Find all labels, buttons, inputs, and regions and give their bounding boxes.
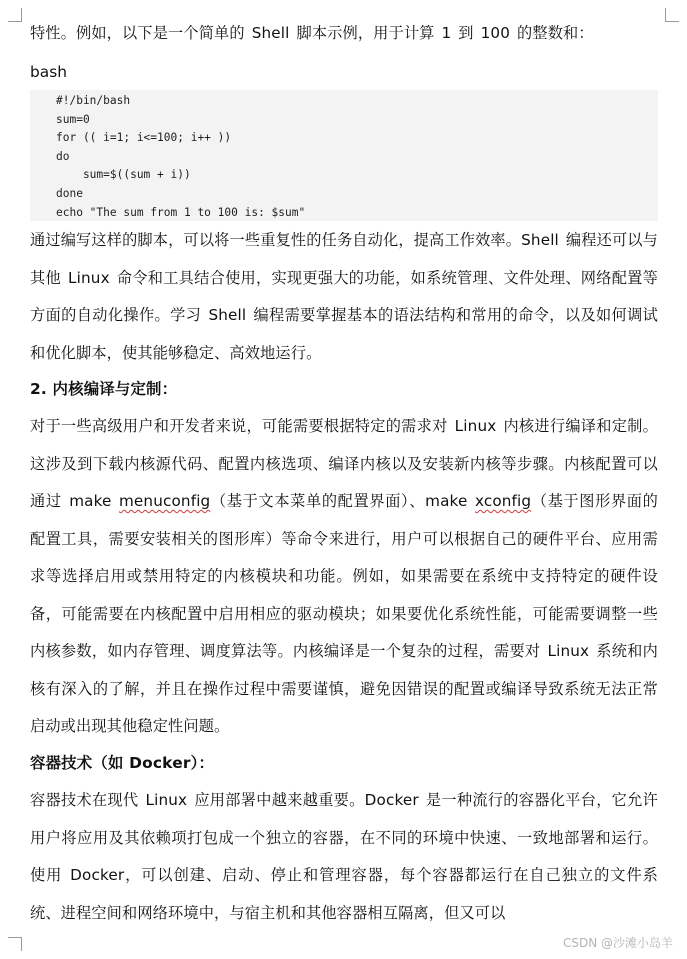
kernel-paragraph xyxy=(30,408,658,746)
code-line: sum=$((sum + i)) xyxy=(56,168,191,182)
code-content xyxy=(30,90,658,222)
intro-paragraph: 特性。例如，以下是一个简单的 Shell 脚本示例，用于计算 1 到 100 的整数和： xyxy=(30,24,594,42)
code-block xyxy=(30,90,658,221)
code-line: sum=0 xyxy=(56,112,90,126)
code-language-label: bash xyxy=(30,63,67,81)
container-section-heading: 容器技术（如 Docker）： xyxy=(30,754,215,772)
crop-mark-top-right xyxy=(665,8,679,22)
kernel-text-part: （基于图形界面的配置工具，需要安装相关的图形库）等命令来进行，用户可以根据自己的硬件平台、应用需求等选择启用或禁用特定的内核模块和功能。例如，如果需要在系统中支持特定的硬件设备，可能需要在内核配置中启用相应的驱动模块；如果要优化系统性能，可能需要调整一些内核参数，如内存管理、调度算法等。内核编译是一个复杂的过程，需要对 Linux 系统和内核有深入的了解，并且在操作过程中需要谨慎，避免因错误的配置或编译导致系统无法正常启动或出现其他稳定性问题。 xyxy=(30,492,658,735)
code-line: done xyxy=(56,186,83,200)
xconfig-command: xconfig xyxy=(474,492,532,510)
csdn-watermark: CSDN @沙滩小岛羊 xyxy=(562,936,673,950)
shell-benefits-paragraph: 通过编写这样的脚本，可以将一些重复性的任务自动化，提高工作效率。Shell 编程还可以与其他 Linux 命令和工具结合使用，实现更强大的功能，如系统管理、文件处理、网络配置等方面的自动化操作。学习 Shell 编程需要掌握基本的语法结构和常用的命令，以及如何调试和优化脚本，使其能够稳定、高效地运行。 xyxy=(30,231,658,362)
kernel-text-part: （基于文本菜单的配置界面）、make xyxy=(210,492,475,510)
kernel-section-heading: 2. 内核编译与定制： xyxy=(30,380,178,398)
code-line: #!/bin/bash xyxy=(56,94,131,107)
code-line: do xyxy=(56,149,70,163)
menuconfig-command: menuconfig xyxy=(118,492,211,510)
code-line: echo "The sum from 1 to 100 is: $sum" xyxy=(56,205,306,219)
kernel-text-part: 对于一些高级用户和开发者来说，可能需要根据特定的需求对 Linux 内核进行编译和定制。这涉及到下载内核源代码、配置内核选项、编译内核以及安装新内核等步骤。内核配置可以通过 make xyxy=(30,417,658,510)
crop-mark-top-left xyxy=(8,8,22,22)
code-line: for (( i=1; i<=100; i++ )) xyxy=(56,131,232,145)
docker-paragraph: 容器技术在现代 Linux 应用部署中越来越重要。Docker 是一种流行的容器化平台，它允许用户将应用及其依赖项打包成一个独立的容器，在不同的环境中快速、一致地部署和运行。使用 Docker，可以创建、启动、停止和管理容器，每个容器都运行在自己独立的文件系统、进程空间和网络环境中，与宿主机和其他容器相互隔离，但又可以 xyxy=(30,791,658,922)
crop-mark-bottom-left xyxy=(8,937,22,951)
